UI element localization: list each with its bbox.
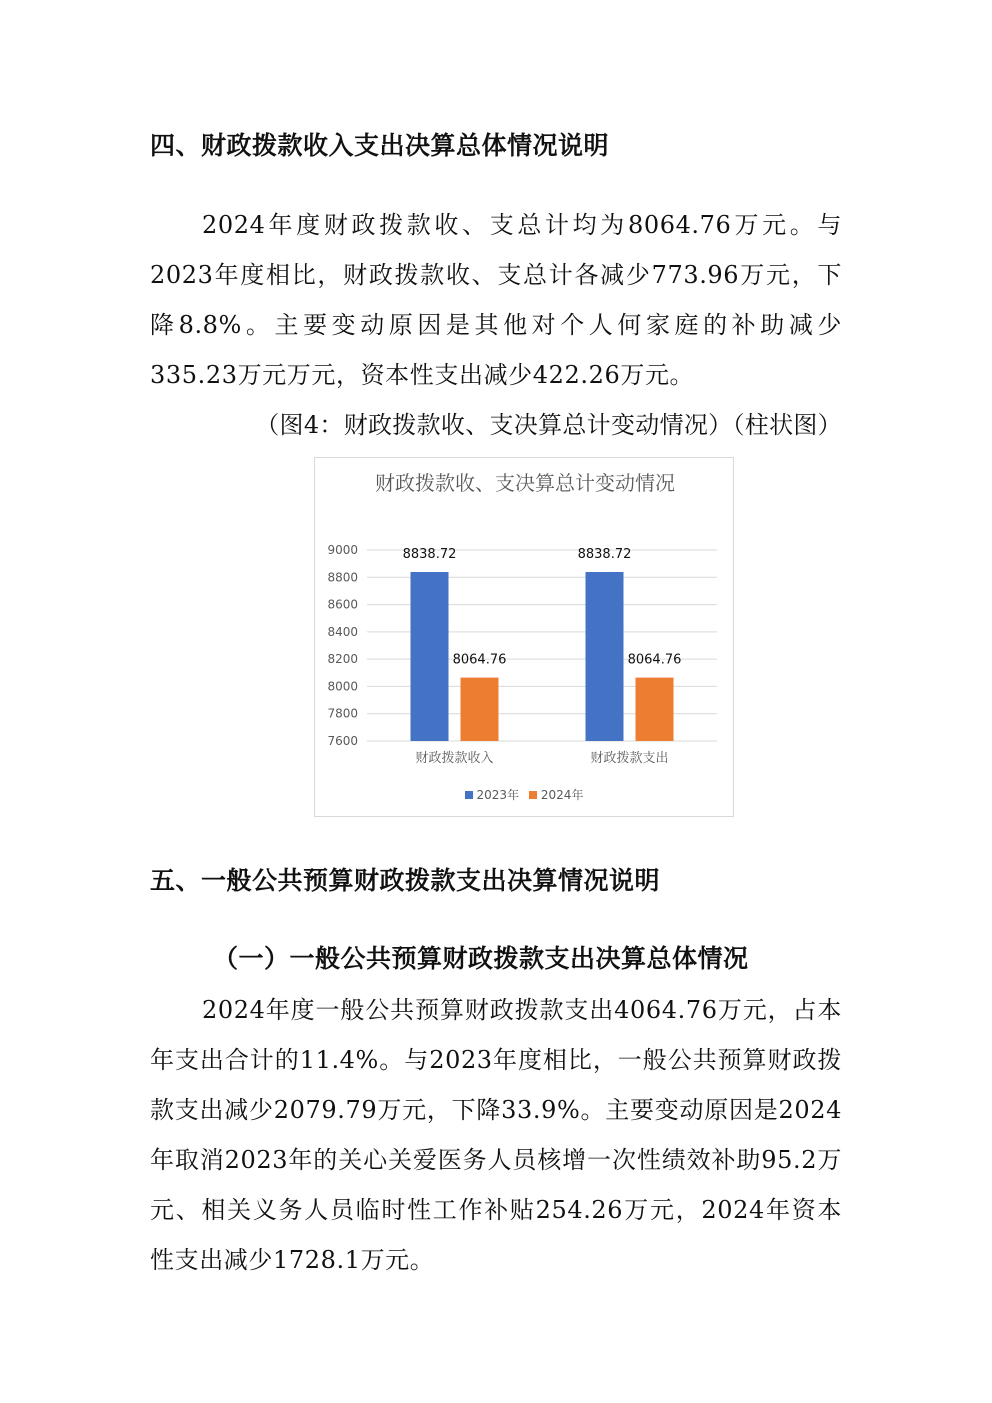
section5-heading: 五、一般公共预算财政拨款支出决算情况说明 — [150, 866, 661, 895]
y-tick-label-5: 8000 — [327, 679, 358, 694]
legend-label-2024: 2024年 — [540, 788, 584, 802]
data-label-1-0: 8064.76 — [452, 652, 507, 668]
legend-swatch-2024 — [529, 791, 537, 799]
y-tick-label-3: 8400 — [327, 624, 358, 639]
data-label-0-0: 8838.72 — [402, 547, 457, 563]
legend-label-2023: 2023年 — [476, 788, 520, 802]
bar-2023-1 — [586, 572, 624, 741]
figure4-caption: （图4：财政拨款收、支决算总计变动情况）（柱状图） — [255, 411, 842, 439]
y-tick-label-7: 7600 — [327, 734, 358, 748]
chart-title: 财政拨款收、支决算总计变动情况 — [375, 471, 675, 495]
x-category-label-1: 财政拨款支出 — [590, 751, 669, 766]
bar-2024-0 — [461, 678, 499, 741]
section4-paragraph: 2024年度财政拨款收、支总计均为8064.76万元。与2023年度相比，财政拨款收、支总计各减少773.96万元，下降8.8%。主要变动原因是其他对个人何家庭的补助减少335.23万元万元，资本性支出减少422.26万元。 — [150, 211, 842, 389]
y-tick-label-2: 8600 — [327, 597, 358, 612]
bar-2023-0 — [411, 572, 449, 741]
y-tick-label-6: 7800 — [327, 706, 358, 721]
section5-subheading: （一）一般公共预算财政拨款支出决算总体情况 — [213, 944, 749, 973]
y-tick-label-0: 9000 — [327, 543, 358, 557]
data-label-0-1: 8838.72 — [577, 547, 632, 563]
legend-swatch-2023 — [465, 791, 473, 799]
chart-plot — [315, 458, 733, 816]
data-label-1-1: 8064.76 — [627, 652, 682, 668]
bar-2024-1 — [636, 678, 674, 741]
legend-item-2023 — [465, 786, 520, 803]
section5-paragraph: 2024年度一般公共预算财政拨款支出4064.76万元，占本年支出合计的11.4%。与2023年度相比，一般公共预算财政拨款支出减少2079.79万元，下降33.9%。主要变动原因是2024年取消2023年的关心关爱医务人员核增一次性绩效补助95.2万元、相关义务人员临时性工作补贴254.26万元，2024年资本性支出减少1728.1万元。 — [150, 996, 842, 1274]
legend-item-2024 — [529, 786, 584, 803]
section4-heading: 四、财政拨款收入支出决算总体情况说明 — [150, 131, 610, 160]
chart-legend — [315, 786, 733, 803]
bar-chart — [314, 457, 734, 817]
y-tick-label-4: 8200 — [327, 652, 358, 667]
x-category-label-0: 财政拨款收入 — [415, 751, 494, 766]
y-tick-label-1: 8800 — [327, 570, 358, 585]
